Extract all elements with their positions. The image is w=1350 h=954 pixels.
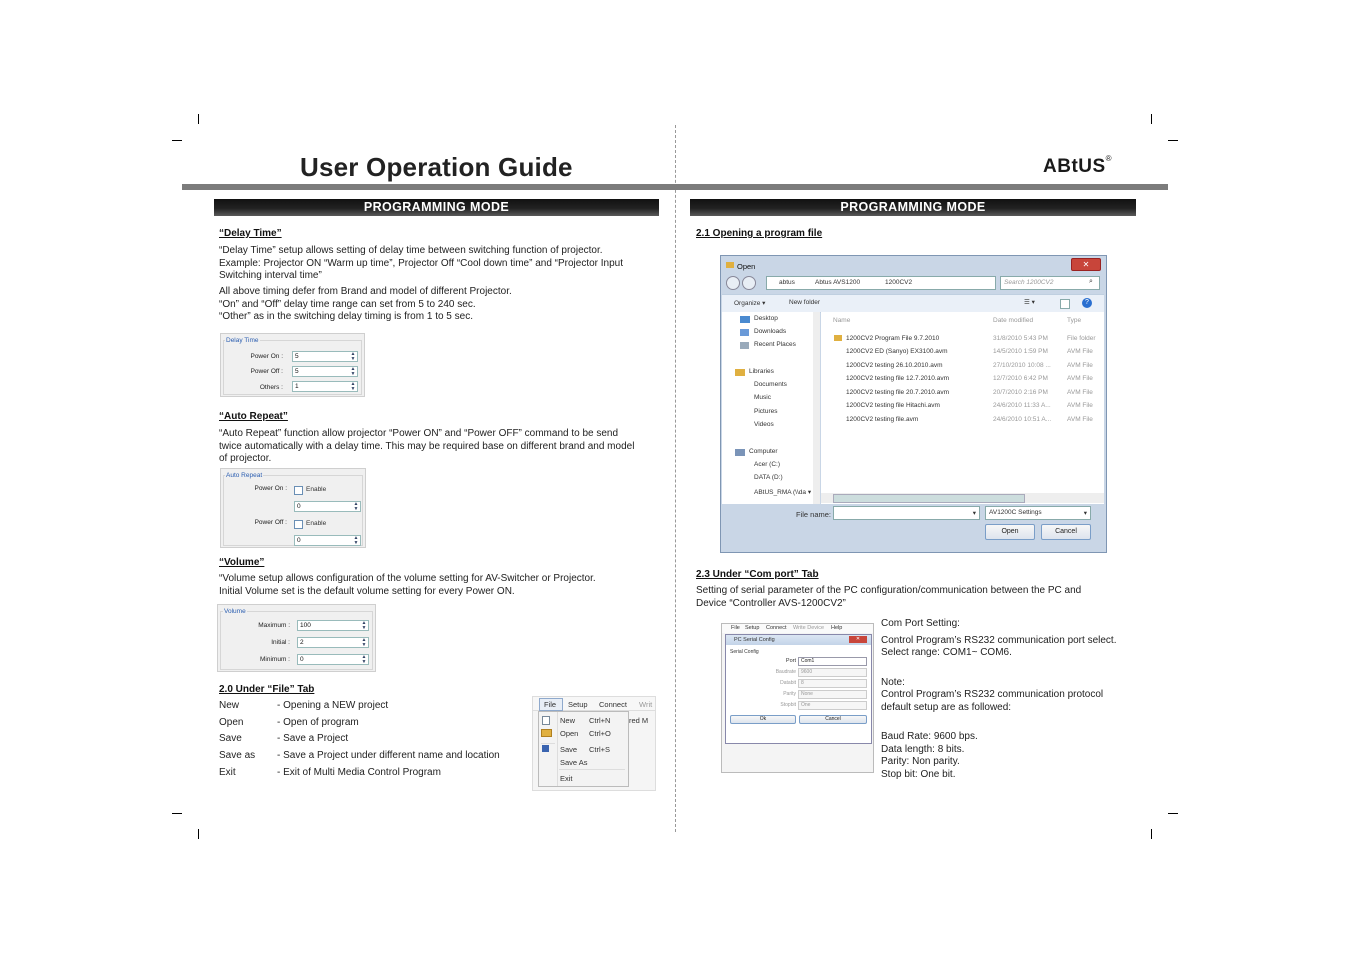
column-name[interactable]: Name (833, 317, 851, 324)
search-icon: ⌕ (1089, 278, 1093, 285)
spinner-icon[interactable]: ▲ ▼ (350, 366, 356, 377)
file-menu-screenshot (532, 696, 656, 791)
nav-pictures[interactable]: Pictures (754, 408, 778, 415)
filename-label: File name: (796, 510, 832, 519)
databit-select (798, 679, 867, 688)
shortcut-open: Ctrl+O (589, 729, 611, 738)
opening-file-heading: 2.1 Opening a program file (696, 228, 823, 239)
text-line: “Delay Time” setup allows setting of delay time between switching function of projector. (219, 245, 603, 256)
nav-computer[interactable]: Computer (749, 448, 778, 455)
back-icon[interactable] (726, 276, 740, 290)
parity-select (798, 690, 867, 699)
baudrate-select (798, 668, 867, 677)
text-line: Example: Projector ON “Warm up time”, Projector Off “Cool down time” and “Projector Input (219, 257, 624, 269)
close-icon[interactable]: ✕ (1071, 258, 1101, 271)
text-line: “Auto Repeat” function allow projector “Power ON” and “Power OFF” command to be send (219, 428, 619, 439)
text-line: Data length: 8 bits. (881, 743, 965, 755)
group-caption: Auto Repeat (226, 472, 263, 479)
text-line: twice automatically with a delay time. This may be required base on different brand and model (219, 440, 635, 452)
file-name[interactable]: 1200CV2 testing 26.10.2010.avm (846, 362, 943, 369)
file-type: AVM File (1067, 362, 1093, 369)
nav-acer-c[interactable]: Acer (C:) (754, 461, 780, 468)
text-line: Initial Volume set is the default volume setting for every Power ON. (219, 585, 515, 597)
file-type: File folder (1067, 335, 1096, 342)
select-value: None (801, 691, 813, 697)
group-caption: Serial Config (730, 649, 759, 655)
text-line: All above timing defer from Brand and model of different Projector. (219, 286, 512, 297)
menu-item-open[interactable]: Open (560, 729, 579, 738)
menu-file[interactable]: File (731, 625, 740, 631)
address-bar[interactable] (766, 276, 996, 290)
cancel-button[interactable]: Cancel (799, 715, 867, 724)
input-value: 0 (297, 503, 301, 510)
file-name[interactable]: 1200CV2 testing file 20.7.2010.avm (846, 389, 949, 396)
menu-connect[interactable]: Connect (599, 700, 627, 709)
initial-input[interactable] (297, 637, 369, 648)
enable-checkbox[interactable] (294, 520, 303, 529)
libraries-icon (735, 369, 745, 376)
scroll-thumb[interactable] (833, 494, 1025, 503)
background-toolbar-text: red M (629, 716, 649, 725)
file-type: AVM File (1067, 416, 1093, 423)
spacer (881, 714, 1116, 731)
file-cmd-saveas: Save as (219, 750, 256, 761)
volume-screenshot (217, 604, 376, 672)
text-line: Device “Controller AVS-1200CV2” (696, 597, 846, 609)
section-banner-left: PROGRAMMING MODE (214, 199, 659, 216)
crop-mark (172, 813, 182, 814)
enable-label: Enable (306, 486, 327, 493)
menu-setup[interactable]: Setup (568, 700, 588, 709)
search-box[interactable] (1000, 276, 1100, 290)
input-value: 0 (300, 656, 304, 663)
page-title: User Operation Guide (300, 152, 573, 182)
shortcut-new: Ctrl+N (589, 716, 611, 725)
file-name[interactable]: 1200CV2 testing file.avm (846, 416, 919, 423)
initial-label: Initial : (271, 639, 290, 646)
text-line: “On” and “Off” delay time range can set from 5 to 240 sec. (219, 298, 476, 310)
file-date: 24/6/2010 10:51 A... (993, 416, 1052, 423)
select-value: 9600 (801, 669, 813, 675)
logo-text: ABtUS (1043, 156, 1106, 177)
menu-item-save-as[interactable]: Save As (560, 758, 588, 767)
file-dropdown (538, 711, 629, 787)
input-value: 1 (295, 383, 299, 390)
delay-time-text (219, 245, 623, 283)
column-type[interactable]: Type (1067, 317, 1082, 324)
cancel-button[interactable]: Cancel (1041, 524, 1091, 540)
new-folder-button[interactable]: New folder (789, 299, 821, 306)
text-line: default setup are as followed: (881, 701, 1012, 713)
text-line: Setting of serial parameter of the PC configuration/communication between the PC and (696, 585, 1082, 596)
path-segment[interactable]: abtus (779, 279, 795, 286)
enable-checkbox[interactable] (294, 486, 303, 495)
menu-separator (559, 769, 625, 770)
others-label: Others : (259, 384, 283, 391)
crop-mark (198, 829, 199, 839)
power-off-input[interactable] (292, 366, 358, 377)
stopbit-select (798, 701, 867, 710)
recent-places-icon (740, 342, 749, 349)
file-desc-new: - Opening a NEW project (277, 700, 389, 711)
close-icon[interactable]: ✕ (849, 636, 867, 643)
file-date: 31/8/2010 5:43 PM (993, 335, 1048, 342)
crop-mark (172, 140, 182, 141)
file-date: 24/6/2010 11:33 A... (993, 402, 1051, 409)
com-port-heading: 2.3 Under “Com port” Tab (696, 569, 819, 580)
file-type-select[interactable] (985, 506, 1091, 520)
crop-mark (1168, 813, 1178, 814)
input-value: 0 (297, 537, 301, 544)
menu-gutter (557, 712, 558, 786)
select-value: Com1 (801, 658, 815, 664)
nav-data-d[interactable]: DATA (D:) (754, 474, 783, 481)
file-tab-heading: 2.0 Under “File” Tab (219, 684, 315, 695)
file-cmd-save: Save (219, 733, 242, 744)
power-on-input[interactable] (292, 351, 358, 362)
field-label: Stopbit (780, 702, 796, 708)
open-folder-icon (541, 729, 552, 737)
text-line: Note: (881, 676, 905, 688)
input-value: 5 (295, 353, 299, 360)
chevron-down-icon: ▾ (1083, 510, 1087, 517)
brand-logo (1043, 153, 1113, 178)
file-type: AVM File (1067, 375, 1093, 382)
file-date: 12/7/2010 6:42 PM (993, 375, 1048, 382)
menu-file[interactable]: File (544, 700, 557, 709)
folder-icon (726, 262, 734, 268)
maximum-input[interactable] (297, 620, 369, 631)
nav-videos[interactable]: Videos (754, 421, 774, 428)
dialog-title: Open (737, 262, 756, 271)
power-on-label: Power On : (254, 485, 287, 492)
auto-repeat-text (219, 428, 634, 466)
menu-bar (722, 624, 873, 633)
spinner-icon[interactable]: ▲ ▼ (361, 620, 367, 631)
file-type: AVM File (1067, 402, 1093, 409)
help-icon[interactable]: ? (1082, 298, 1092, 308)
view-icon[interactable]: ☰ ▾ (1024, 299, 1035, 306)
section-banner-right: PROGRAMMING MODE (690, 199, 1136, 216)
text-line: “Volume setup allows configuration of the volume setting for AV-Switcher or Projector. (219, 573, 596, 584)
minimum-label: Minimum : (260, 656, 290, 663)
organize-button[interactable]: Organize ▾ (734, 300, 766, 307)
search-placeholder: Search 1200CV2 (1004, 279, 1054, 286)
file-name[interactable]: 1200CV2 ED (Sanyo) EX3100.avm (846, 348, 948, 355)
forward-icon[interactable] (742, 276, 756, 290)
path-segment[interactable]: 1200CV2 (885, 279, 913, 286)
text-line: Control Program’s RS232 communication protocol (881, 689, 1104, 700)
field-label: Databit (780, 680, 796, 686)
file-name[interactable]: 1200CV2 testing file Hitachi.avm (846, 402, 940, 409)
com-port-text (696, 585, 1081, 610)
nav-network-drive[interactable]: ABtUS_RMA (\\da ▾ (754, 489, 812, 496)
nav-documents[interactable]: Documents (754, 381, 787, 388)
column-date-modified[interactable]: Date modified (993, 317, 1034, 324)
command-bar (722, 294, 1104, 313)
file-date: 14/5/2010 1:59 PM (993, 348, 1048, 355)
spinner-icon[interactable]: ▲ ▼ (361, 654, 367, 665)
text-line: Parity: Non parity. (881, 756, 960, 767)
window-title: PC Serial Config (734, 637, 775, 643)
auto-repeat-screenshot (220, 468, 366, 548)
nav-scrollbar[interactable] (813, 312, 820, 504)
file-list (821, 312, 1104, 504)
select-value: 8 (801, 680, 804, 686)
menu-item-save[interactable]: Save (560, 745, 578, 754)
menu-separator (541, 743, 555, 744)
text-line: “Other” as in the switching delay timing is from 1 to 5 sec. (219, 311, 473, 322)
field-label: Baudrate (775, 669, 796, 675)
crop-mark (198, 114, 199, 124)
input-value: 2 (300, 639, 304, 646)
registered-mark: ® (1105, 153, 1113, 163)
group-caption: Volume (224, 608, 246, 615)
shortcut-save: Ctrl+S (589, 745, 611, 754)
minimum-input[interactable] (297, 654, 369, 665)
maximum-label: Maximum : (258, 622, 290, 629)
open-button[interactable]: Open (985, 524, 1035, 540)
file-desc-saveas: - Save a Project under different name and location (277, 750, 500, 761)
filename-input[interactable] (833, 506, 980, 520)
others-input[interactable] (292, 381, 358, 392)
file-date: 20/7/2010 2:16 PM (993, 389, 1048, 396)
navigation-pane (722, 312, 820, 504)
text-line: Control Program’s RS232 communication port select. (881, 634, 1117, 646)
menu-write-device[interactable]: Write Device (793, 625, 825, 631)
delay-input-1[interactable] (294, 501, 361, 512)
spinner-icon[interactable]: ▲ ▼ (350, 381, 356, 392)
auto-repeat-heading: “Auto Repeat” (219, 411, 288, 422)
delay-time-text-2 (219, 286, 512, 324)
chevron-down-icon: ▾ (972, 510, 976, 517)
text-line: Baud Rate: 9600 bps. (881, 731, 978, 742)
port-select[interactable] (798, 657, 867, 666)
delay-time-heading: “Delay Time” (219, 228, 282, 239)
file-type-value: AV1200C Settings (989, 509, 1042, 516)
nav-desktop[interactable]: Desktop (754, 315, 778, 322)
power-off-label: Power Off : (254, 519, 287, 526)
com-port-notes (881, 618, 1116, 781)
volume-text (219, 573, 596, 598)
ok-button[interactable]: Ok (730, 715, 796, 724)
file-desc-save: - Save a Project (277, 733, 349, 744)
file-name[interactable]: 1200CV2 Program File 9.7.2010 (846, 335, 940, 342)
input-value: 100 (300, 622, 311, 629)
horizontal-scrollbar[interactable] (821, 493, 1104, 503)
text-line: Stop bit: One bit. (881, 768, 956, 780)
serial-config-screenshot (721, 623, 874, 773)
crop-mark (1168, 140, 1178, 141)
file-cmd-exit: Exit (219, 767, 236, 778)
serial-config-window (725, 634, 872, 744)
spinner-icon[interactable]: ▲ ▼ (361, 637, 367, 648)
menu-setup[interactable]: Setup (745, 625, 760, 631)
field-label: Port (785, 658, 796, 664)
menu-write[interactable]: Writ (639, 700, 653, 709)
spinner-icon[interactable]: ▲ ▼ (353, 501, 359, 512)
enable-label: Enable (306, 520, 327, 527)
new-file-icon (542, 716, 550, 725)
spinner-icon[interactable]: ▲ ▼ (350, 351, 356, 362)
power-on-label: Power On : (250, 353, 283, 360)
select-value: One (801, 702, 811, 708)
computer-icon (735, 449, 745, 456)
path-segment[interactable]: Abtus AVS1200 (815, 279, 861, 286)
header-rule (182, 184, 1168, 190)
desktop-icon (740, 316, 750, 323)
delay-time-screenshot (220, 333, 365, 397)
file-type: AVM File (1067, 389, 1093, 396)
menu-item-exit[interactable]: Exit (560, 774, 573, 783)
preview-pane-icon[interactable] (1060, 299, 1070, 309)
save-disk-icon (542, 745, 549, 752)
file-cmd-new: New (219, 700, 240, 711)
text-line: of projector. (219, 453, 272, 464)
menu-item-new[interactable]: New (560, 716, 576, 725)
file-type: AVM File (1067, 348, 1093, 355)
spacer (881, 660, 1116, 677)
group-caption: Delay Time (226, 337, 259, 344)
menu-connect[interactable]: Connect (766, 625, 787, 631)
file-cmd-open: Open (219, 717, 244, 728)
text-line: Com Port Setting: (881, 618, 960, 629)
delay-input-2[interactable] (294, 535, 361, 546)
text-line: Select range: COM1~ COM6. (881, 647, 1012, 658)
field-label: Parity (783, 691, 796, 697)
menu-help[interactable]: Help (831, 625, 843, 631)
crop-mark (1151, 114, 1152, 124)
file-desc-exit: - Exit of Multi Media Control Program (277, 767, 441, 778)
volume-heading: “Volume” (219, 557, 265, 568)
nav-music[interactable]: Music (754, 394, 771, 401)
power-off-label: Power Off : (250, 368, 283, 375)
text-line: Switching interval time” (219, 270, 322, 281)
downloads-icon (740, 329, 749, 336)
nav-downloads[interactable]: Downloads (754, 328, 787, 335)
file-name[interactable]: 1200CV2 testing file 12.7.2010.avm (846, 375, 949, 382)
fold-line (675, 125, 676, 832)
spinner-icon[interactable]: ▲ ▼ (353, 535, 359, 546)
nav-libraries[interactable]: Libraries (749, 368, 774, 375)
nav-recent-places[interactable]: Recent Places (754, 341, 796, 348)
input-value: 5 (295, 368, 299, 375)
folder-icon (834, 335, 842, 341)
file-desc-open: - Open of program (277, 717, 359, 728)
crop-mark (1151, 829, 1152, 839)
open-dialog (720, 255, 1107, 553)
file-date: 27/10/2010 10:08 ... (993, 362, 1051, 369)
